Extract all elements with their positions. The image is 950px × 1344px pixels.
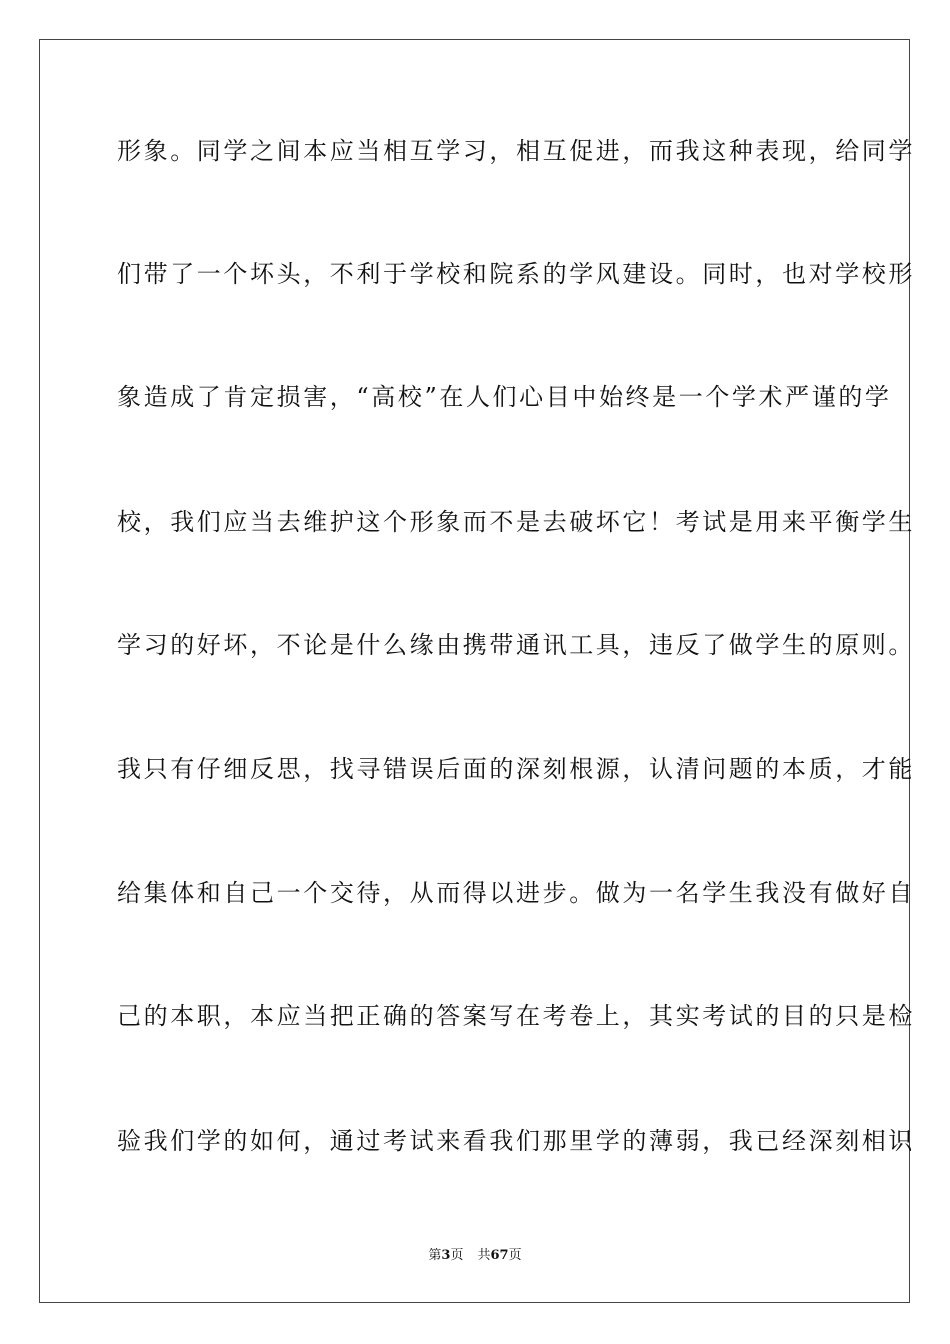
body-line-5: 学习的好坏，不论是什么缘由携带通讯工具，违反了做学生的原则。 xyxy=(117,631,915,659)
body-line-8: 己的本职，本应当把正确的答案写在考卷上，其实考试的目的只是检 xyxy=(117,1002,915,1030)
body-line-7: 给集体和自己一个交待，从而得以进步。做为一名学生我没有做好自 xyxy=(117,879,915,907)
footer-total-suffix: 页 xyxy=(508,1248,522,1263)
footer-total-pages: 67 xyxy=(490,1248,509,1263)
body-line-4: 校，我们应当去维护这个形象而不是去破坏它！考试是用来平衡学生 xyxy=(117,508,915,536)
body-line-3: 象造成了肯定损害，“高校”在人们心目中始终是一个学术严谨的学 xyxy=(117,383,892,411)
page-footer xyxy=(0,1248,950,1264)
footer-page-number: 3 xyxy=(441,1248,451,1263)
body-line-2: 们带了一个坏头，不利于学校和院系的学风建设。同时，也对学校形 xyxy=(117,260,915,288)
footer-total-prefix: 共 xyxy=(477,1248,491,1263)
footer-page-suffix: 页 xyxy=(450,1248,464,1263)
body-line-9: 验我们学的如何，通过考试来看我们那里学的薄弱，我已经深刻相识 xyxy=(117,1127,915,1155)
body-line-6: 我只有仔细反思，找寻错误后面的深刻根源，认清问题的本质，才能 xyxy=(117,755,915,783)
body-line-1: 形象。同学之间本应当相互学习，相互促进，而我这种表现，给同学 xyxy=(117,137,915,165)
page-border xyxy=(39,39,915,1303)
footer-page-prefix: 第 xyxy=(428,1248,442,1263)
